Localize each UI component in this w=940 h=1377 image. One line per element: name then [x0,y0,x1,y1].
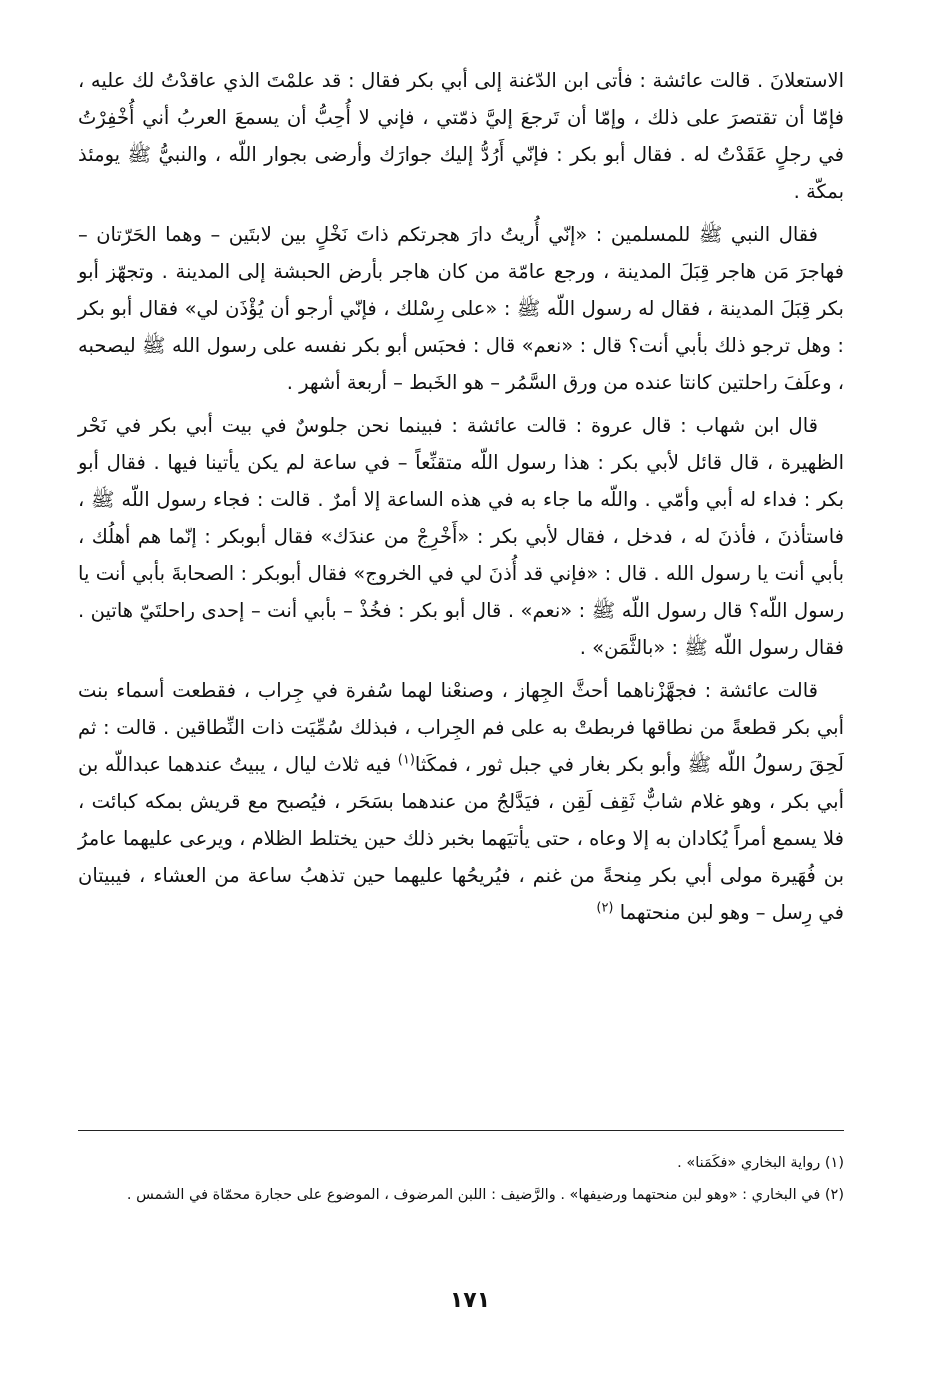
footnote-2: (٢) في البخاري : «وهو لبن منحتهما ورضيفها» . والرَّضيف : اللبن المرضوف ، الموضوع على حجارة محمّاة في الشمس . [126,1187,844,1203]
paragraph-1: الاستعلانَ . قالت عائشة : فأتى ابن الدّغنة إلى أبي بكر فقال : قد علمْتَ الذي عاقدْتُ لك عليه ، فإمّا أن تقتصرَ على ذلك ، وإمّا أن تَرجعَ إليَّ ذمّتي ، فإني لا أُحِبُّ أن يسمعَ العربُ أني أُخْفِرْتُ في رجلٍ عَقَدْتُ له . فقال أبو بكر : فإنّي أَرُدُّ إليك جوارَك وأرضى بجوار اللّه ، والنبيُّ ﷺ يومئذ بمكّة . [78,69,844,203]
footnote-1: (١) رواية البخاري «فكَمَنا» . [677,1155,844,1171]
page-number: ١٧١ [449,1288,491,1313]
footnote-separator [78,1130,844,1131]
paragraph-4 [78,672,844,931]
paragraph-4-part-2: فيه ثلاث ليال ، يبيتُ عندهما عبداللّه بن أبي بكر ، وهو غلام شابٌّ ثَقِف لَقِن ، فيَدَّلجُ من عندهما بسَحَر ، فيُصبح مع قريش بمكه كبائت ، فلا يسمع أمراً يُكادان به إلا وعاه ، حتى يأتيَهما بخبر ذلك حين يختلط الظلام ، ويرعى عليهما عامرُ بن فُهَيرة مولى أبي بكر مِنحةً من غنم ، فيُريحُها عليهما حين تذهبُ ساعة من العشاء ، فيبيتان في رِسل – وهو لبن منحتهما [78,753,844,924]
paragraph-2: فقال النبي ﷺ للمسلمين : «إنّي أُريتُ دارَ هجرتكم ذاتَ نَخْلٍ بين لابتَين – وهما الحَرّتان – فهاجرَ مَن هاجر قِبَلَ المدينة ، ورجع عامّة من كان هاجر بأرض الحبشة إلى المدينة . وتجهّز أبو بكر قِبَلَ المدينة ، فقال له رسول اللّه ﷺ : «على رِسْلك ، فإنّي أرجو أن يُؤْذَن لي» فقال أبو بكر : وهل ترجو ذلك بأبي أنت؟ قال : «نعم» قال : فحبَس أبو بكر نفسه على رسول الله ﷺ ليصحبه ، وعلَفَ راحلتين كانتا عنده من ورق السَّمُر – هو الخَبط – أربعة أشهر . [78,223,844,394]
footnote-ref-1[interactable]: (١) [397,752,415,768]
page-body [78,62,844,937]
paragraph-3: قال ابن شهاب : قال عروة : قالت عائشة : فبينما نحن جلوسٌ في بيت أبي بكر في نَحْر الظهيرة ، قال قائل لأبي بكر : هذا رسول اللّه متقنِّعاً – في ساعة لم يكن يأتينا فيها . فقال أبو بكر : فداء له أبي وأمّي . واللّه ما جاء به في هذه الساعة إلا أمرٌ . قالت : فجاء رسول اللّه ﷺ ، فاستأذنَ ، فأذنَ له ، فدخل ، فقال لأبي بكر : «أَخْرِجْ من عندَك» فقال أبوبكر : إنّما هم أهلُك ، بأبي أنت يا رسول الله . قال : «فإني قد أُذنَ لي في الخروج» فقال أبوبكر : الصحابةَ بأبي أنت يا رسول اللّه؟ قال رسول اللّه ﷺ : «نعم» . قال أبو بكر : فخُذْ – بأبي أنت – إحدى راحلتَيّ هاتين . فقال رسول اللّه ﷺ : «بالثَّمَن» . [78,414,844,659]
main-text [78,62,844,931]
footnotes [78,1150,844,1214]
footnote-ref-2[interactable]: (٢) [596,900,614,916]
paragraph-4-part-1: قالت عائشة : فجهَّزْناهما أحثَّ الجِهاز ، وصنعْنا لهما سُفرة في جِراب ، فقطعت أسماء بنت أبي بكر قطعةً من نطاقها فربطتْ به على فم الجِراب ، فبذلك سُمِّيَت ذات النِّطاقين . قالت : ثم لَحِقَ رسولُ اللّه ﷺ وأبو بكر بغار في جبل ثور ، فمكَثا [78,679,844,776]
